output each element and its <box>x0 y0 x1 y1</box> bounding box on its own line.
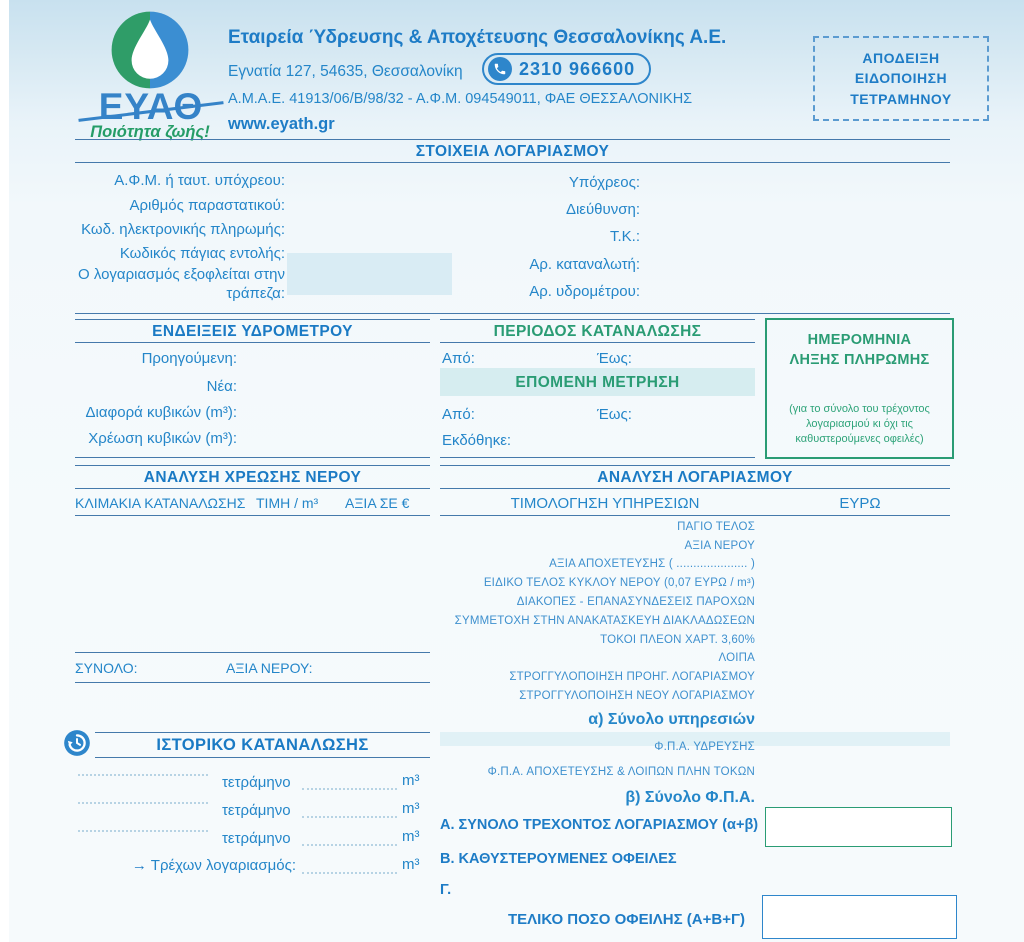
due-date-title-line1: ΗΜΕΡΟΜΗΝΙΑ <box>807 332 912 348</box>
current-total-amount-box <box>765 807 952 847</box>
history-current-row <box>100 857 296 876</box>
phone-badge <box>482 53 651 85</box>
divider <box>75 682 430 683</box>
history-unit: m³ <box>402 800 420 817</box>
receipt-type-line1: ΑΠΟΔΕΙΞΗ <box>862 50 940 66</box>
label-postal-code: Τ.Κ.: <box>609 228 640 245</box>
section-title-meter-readings: ΕΝΔΕΙΞΕΙΣ ΥΔΡΟΜΕΤΡΟΥ <box>152 323 353 340</box>
phone-icon <box>488 57 512 81</box>
history-value-blank <box>302 788 397 790</box>
history-value-blank <box>302 816 397 818</box>
label-period-from-1: Από: <box>442 350 475 367</box>
service-item-rounding-new: ΣΤΡΟΓΓΥΛΟΠΟΙΗΣΗ ΝΕΟΥ ΛΟΓΑΡΙΑΣΜΟΥ <box>519 690 755 702</box>
label-paid-via-bank: Ο λογαριασμός εξοφλείται στην τράπεζα: <box>77 266 285 302</box>
company-address: Εγνατία 127, 54635, Θεσσαλονίκη <box>228 63 463 80</box>
divider <box>95 732 430 733</box>
service-item-sewerage-value: ΑΞΙΑ ΑΠΟΧΕΤΕΥΣΗΣ ( ..................... ) <box>549 558 755 570</box>
registry-line: Α.Μ.Α.Ε. 41913/06/Β/98/32 - Α.Φ.Μ. 094549011, ΦΑΕ ΘΕΣΣΑΛΟΝΙΚΗΣ <box>228 91 693 107</box>
label-epayment-code: Κωδ. ηλεκτρονικής πληρωμής: <box>81 221 285 238</box>
history-period-blank <box>78 830 208 832</box>
divider <box>75 652 430 653</box>
section-title-bill-analysis: ΑΝΑΛΥΣΗ ΛΟΓΑΡΙΑΣΜΟΥ <box>597 469 793 486</box>
service-item-interest: ΤΟΚΟΙ ΠΛΕΟΝ ΧΑΡΤ. 3,60% <box>600 634 755 646</box>
history-unit: m³ <box>402 828 420 845</box>
due-date-box <box>765 318 954 459</box>
service-item-fixed-fee: ΠΑΓΙΟ ΤΕΛΟΣ <box>677 521 755 533</box>
label-address: Διεύθυνση: <box>565 201 640 218</box>
col-price-per-m3: ΤΙΜΗ / m³ <box>256 495 319 511</box>
due-date-note: (για το σύνολο του τρέχοντος λογαριασμού κι όχι τις καθυστερούμενες οφειλές) <box>789 403 930 446</box>
label-consumer-number: Αρ. καταναλωτή: <box>529 256 640 273</box>
history-icon <box>63 729 91 757</box>
label-afm: Α.Φ.Μ. ή ταυτ. υπόχρεου: <box>114 172 285 189</box>
col-consumption-tiers: ΚΛΙΜΑΚΙΑ ΚΑΤΑΝΑΛΩΣΗΣ <box>75 495 246 511</box>
divider <box>75 313 950 314</box>
divider <box>440 319 755 320</box>
label-water-value: ΑΞΙΑ ΝΕΡΟΥ: <box>226 660 313 676</box>
bank-field-shade <box>287 253 452 295</box>
divider <box>95 757 430 758</box>
history-period-blank <box>78 774 208 776</box>
label-period-from-2: Από: <box>442 406 475 423</box>
vat-sewerage: Φ.Π.Α. ΑΠΟΧΕΤΕΥΣΗΣ & ΛΟΙΠΩΝ ΠΛΗΝ ΤΟΚΩΝ <box>487 766 755 778</box>
subtotal-vat: β) Σύνολο Φ.Π.Α. <box>625 789 755 806</box>
final-amount-box <box>762 895 957 939</box>
due-date-title <box>767 320 952 371</box>
receipt-type-line2: ΕΙΔΟΠΟΙΗΣΗ <box>854 70 948 87</box>
subtotal-services: α) Σύνολο υπηρεσιών <box>588 711 755 728</box>
receipt-type-box <box>813 36 989 121</box>
col-services-billing: ΤΙΜΟΛΟΓΗΣΗ ΥΠΗΡΕΣΙΩΝ <box>510 495 700 512</box>
next-reading-label: ΕΠΟΜΕΝΗ ΜΕΤΡΗΣΗ <box>515 374 680 391</box>
eyath-drop-logo-icon <box>110 10 190 90</box>
divider <box>440 515 950 516</box>
history-current-label: Τρέχων λογαριασμός: <box>150 857 296 874</box>
label-cubic-charge: Χρέωση κυβικών (m³): <box>88 430 237 447</box>
service-item-special-water-cycle-fee: ΕΙΔΙΚΟ ΤΕΛΟΣ ΚΥΚΛΟΥ ΝΕΡΟΥ (0,07 ΕΥΡΩ / m³) <box>483 577 755 589</box>
label-period-to-1: Έως: <box>597 350 632 367</box>
divider <box>440 465 950 466</box>
divider <box>75 515 430 516</box>
service-item-branch-reconstruction: ΣΥΜΜΕΤΟΧΗ ΣΤΗΝ ΑΝΑΚΑΤΑΣΚΕΥΗ ΔΙΑΚΛΑΔΩΣΕΩΝ <box>454 615 755 627</box>
history-period-label: τετράμηνο <box>222 802 291 819</box>
history-value-blank <box>302 872 397 874</box>
divider <box>75 162 950 163</box>
scan-edge <box>0 0 9 942</box>
label-previous-reading: Προηγούμενη: <box>141 350 237 367</box>
label-total: ΣΥΝΟΛΟ: <box>75 660 138 676</box>
label-document-number: Αριθμός παραστατικού: <box>129 197 285 214</box>
label-period-to-2: Έως: <box>597 406 632 423</box>
section-title-consumption-history: ΙΣΤΟΡΙΚΟ ΚΑΤΑΝΑΛΩΣΗΣ <box>156 736 369 754</box>
divider <box>75 488 430 489</box>
service-item-water-value: ΑΞΙΑ ΝΕΡΟΥ <box>684 540 755 552</box>
section-title-water-charge: ΑΝΑΛΥΣΗ ΧΡΕΩΣΗΣ ΝΕΡΟΥ <box>143 469 362 486</box>
final-amount-label: ΤΕΛΙΚΟ ΠΟΣΟ ΟΦΕΙΛΗΣ (Α+Β+Γ) <box>507 911 745 928</box>
section-title-consumption-period: ΠΕΡΙΟΔΟΣ ΚΑΤΑΝΑΛΩΣΗΣ <box>493 323 702 340</box>
divider <box>440 342 755 343</box>
history-unit: m³ <box>402 772 420 789</box>
website-link: www.eyath.gr <box>228 115 335 133</box>
divider <box>75 342 430 343</box>
vat-water: Φ.Π.Α. ΥΔΡΕΥΣΗΣ <box>654 741 755 753</box>
phone-number: 2310 966600 <box>519 58 636 79</box>
eyath-logotype: ΕΥΑΘ <box>98 86 204 127</box>
label-new-reading: Νέα: <box>206 378 237 395</box>
col-value-eur: ΑΞΙΑ ΣΕ € <box>345 495 410 511</box>
col-euro: ΕΥΡΩ <box>839 495 881 512</box>
service-item-rounding-previous: ΣΤΡΟΓΓΥΛΟΠΟΙΗΣΗ ΠΡΟΗΓ. ΛΟΓΑΡΙΑΣΜΟΥ <box>509 671 755 683</box>
service-item-other: ΛΟΙΠΑ <box>718 652 755 664</box>
summary-c: Γ. <box>440 882 452 898</box>
label-standing-order-code: Κωδικός πάγιας εντολής: <box>119 245 285 262</box>
label-obligor: Υπόχρεος: <box>568 174 640 191</box>
history-value-blank <box>302 844 397 846</box>
history-period-blank <box>78 802 208 804</box>
divider <box>75 465 430 466</box>
arrow-right-icon: → <box>131 857 147 874</box>
divider <box>440 488 950 489</box>
receipt-type-line3: ΤΕΤΡΑΜΗΝΟΥ <box>850 90 952 107</box>
divider <box>75 139 950 140</box>
history-unit: m³ <box>402 856 420 873</box>
label-issued: Εκδόθηκε: <box>442 432 512 449</box>
history-period-label: τετράμηνο <box>222 774 291 791</box>
company-name: Εταιρεία Ύδρευσης & Αποχέτευσης Θεσσαλονίκης Α.Ε. <box>228 27 727 48</box>
divider <box>440 457 755 458</box>
label-cubic-difference: Διαφορά κυβικών (m³): <box>85 404 237 421</box>
summary-a-current-total: Α. ΣΥΝΟΛΟ ΤΡΕΧΟΝΤΟΣ ΛΟΓΑΡΙΑΣΜΟΥ (α+β) <box>440 817 759 833</box>
summary-b-overdue: Β. ΚΑΘΥΣΤΕΡΟΥΜΕΝΕΣ ΟΦΕΙΛΕΣ <box>440 851 677 867</box>
section-title-account-details: ΣΤΟΙΧΕΙΑ ΛΟΓΑΡΙΑΣΜΟΥ <box>415 143 610 160</box>
label-meter-number: Αρ. υδρομέτρου: <box>529 283 640 300</box>
divider <box>75 457 430 458</box>
due-date-title-line2: ΛΗΞΗΣ ΠΛΗΡΩΜΗΣ <box>789 352 930 369</box>
history-period-label: τετράμηνο <box>222 830 291 847</box>
service-item-disconnections: ΔΙΑΚΟΠΕΣ - ΕΠΑΝΑΣΥΝΔΕΣΕΙΣ ΠΑΡΟΧΩΝ <box>516 596 755 608</box>
logo-tagline: Ποιότητα ζωής! <box>90 123 210 141</box>
divider <box>75 319 430 320</box>
